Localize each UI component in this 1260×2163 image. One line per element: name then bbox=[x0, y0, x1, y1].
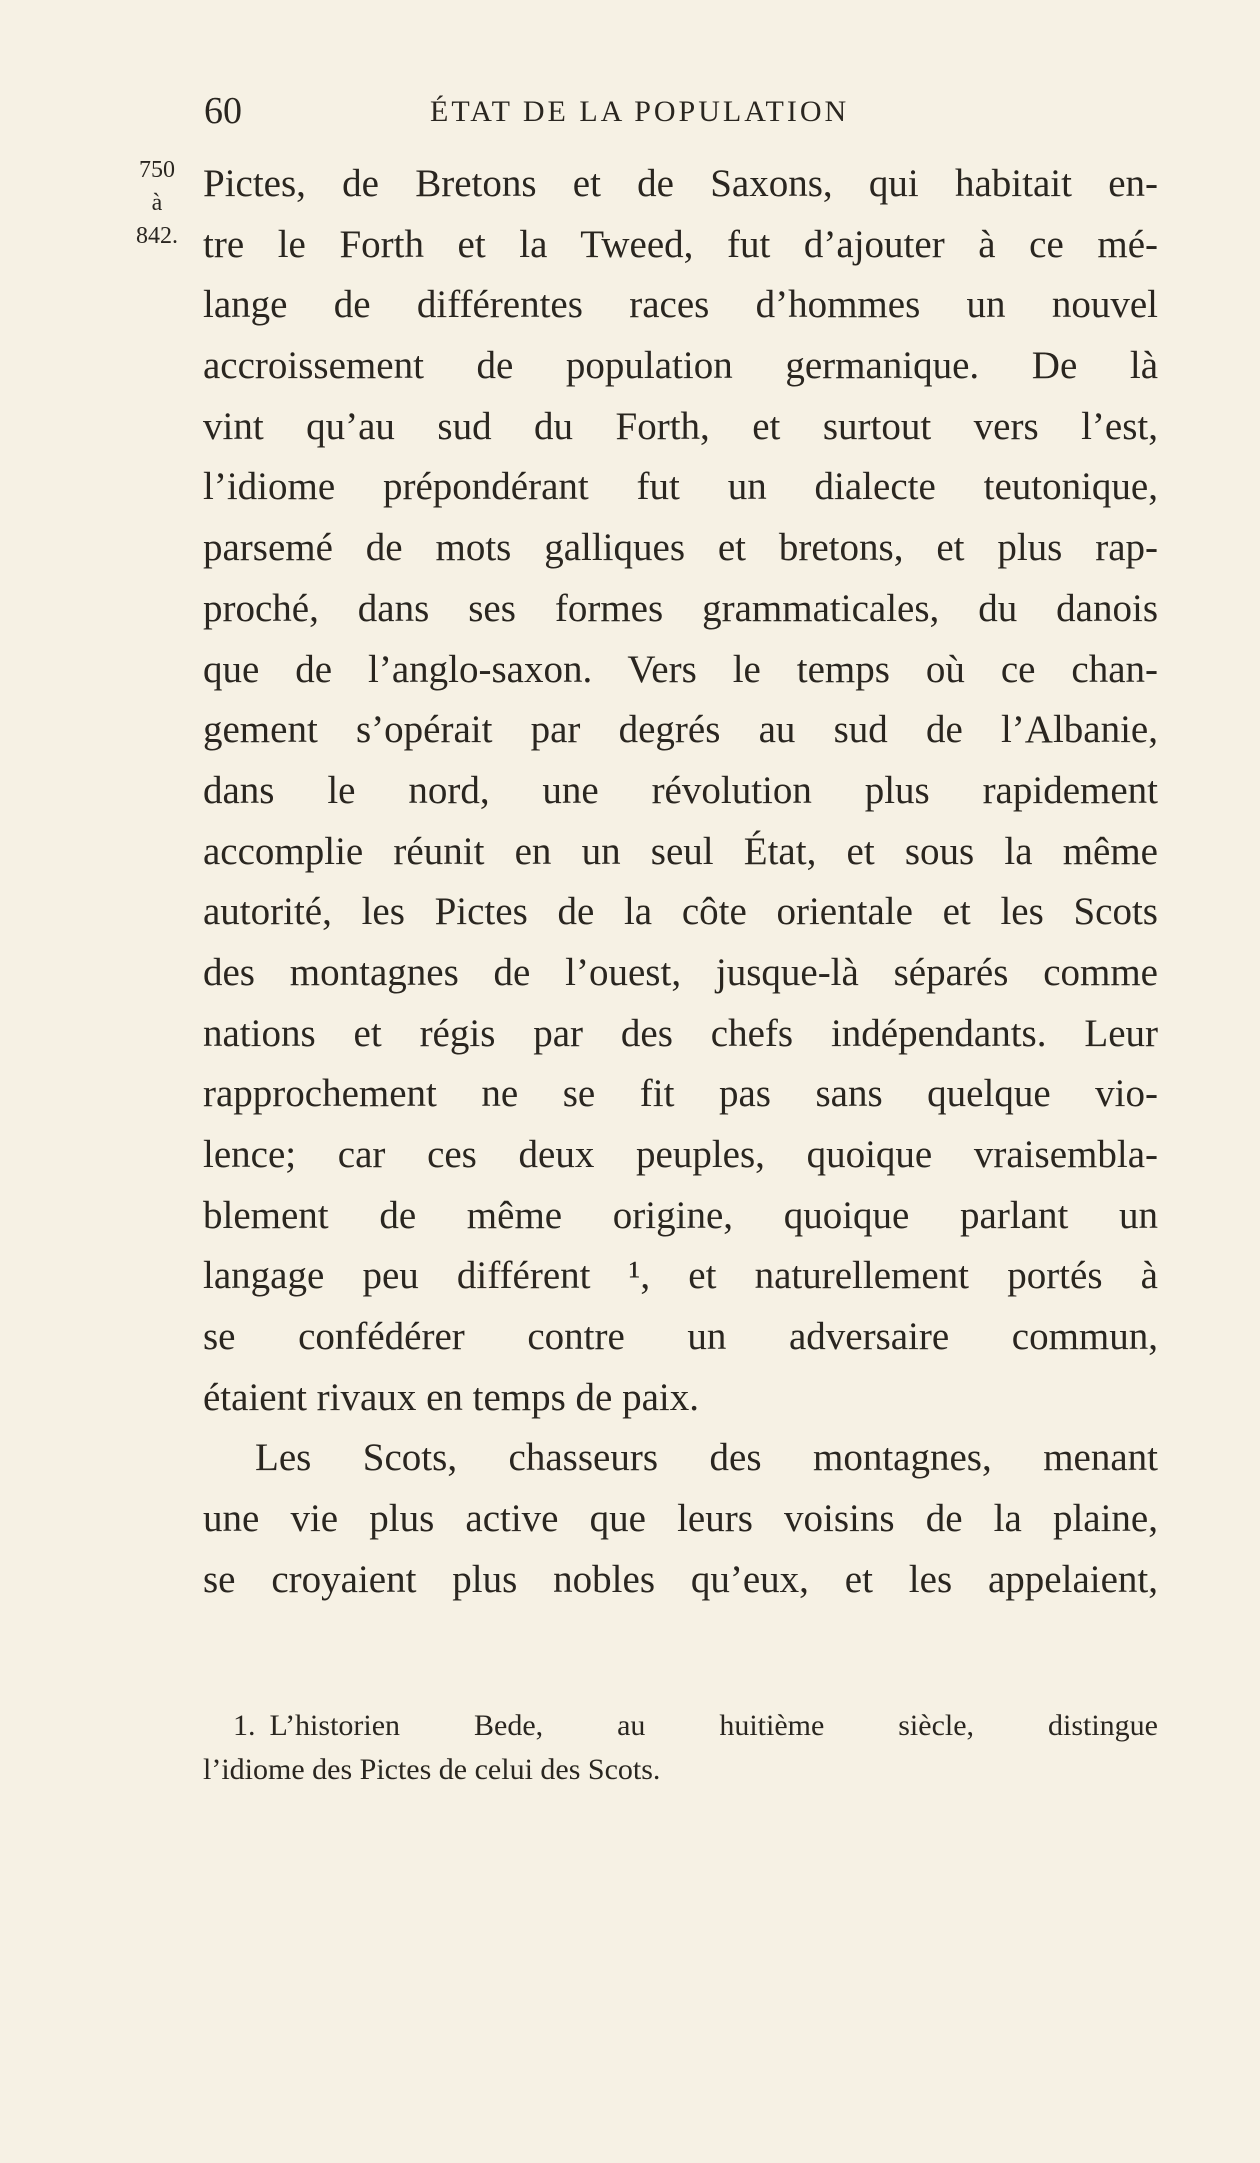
text-line: dans le nord, une révolution plus rapidement bbox=[203, 768, 1158, 812]
text-line: blement de même origine, quoique parlant un bbox=[203, 1193, 1158, 1237]
text-line: langage peu différent ¹, et naturellement portés à bbox=[203, 1254, 1158, 1298]
text-line: que de l’anglo-saxon. Vers le temps où ce chan- bbox=[203, 647, 1158, 691]
margin-date-separator: à bbox=[151, 190, 163, 216]
margin-date-from: 750 bbox=[139, 157, 175, 183]
text-line: accroissement de population germanique. De là bbox=[203, 344, 1158, 388]
body-text bbox=[203, 154, 1158, 1611]
paragraph-end-line: étaient rivaux en temps de paix. bbox=[203, 1375, 699, 1419]
margin-date-to: 842. bbox=[136, 223, 178, 249]
text-line: une vie plus active que leurs voisins de la plaine, bbox=[203, 1497, 1158, 1541]
text-line: se confédérer contre un adversaire commun, bbox=[203, 1315, 1158, 1359]
text-line: rapprochement ne se fit pas sans quelque vio- bbox=[203, 1072, 1158, 1116]
paragraph-start-line: Les Scots, chasseurs des montagnes, menant bbox=[255, 1436, 1158, 1480]
text-line: autorité, les Pictes de la côte orientale et les Scots bbox=[203, 890, 1158, 934]
footnote-text-1: L’historien Bede, au huitième siècle, distingue bbox=[269, 1709, 1158, 1742]
margin-date-range bbox=[112, 154, 202, 253]
text-line: nations et régis par des chefs indépendants. Leur bbox=[203, 1011, 1158, 1055]
text-line: gement s’opérait par degrés au sud de l’Albanie, bbox=[203, 708, 1158, 752]
running-title: ÉTAT DE LA POPULATION bbox=[430, 95, 850, 128]
footnote bbox=[203, 1704, 1158, 1792]
text-line: lence; car ces deux peuples, quoique vraisembla- bbox=[203, 1133, 1158, 1176]
footnote-number: 1. bbox=[233, 1709, 256, 1742]
text-line: Pictes, de Bretons et de Saxons, qui habitait en- bbox=[203, 162, 1158, 205]
page-header bbox=[200, 86, 940, 136]
page-number: 60 bbox=[204, 90, 242, 132]
text-line: accomplie réunit en un seul État, et sous la même bbox=[203, 829, 1158, 873]
footnote-line-2: l’idiome des Pictes de celui des Scots. bbox=[203, 1753, 661, 1786]
text-line: proché, dans ses formes grammaticales, du danois bbox=[203, 586, 1158, 630]
text-line: vint qu’au sud du Forth, et surtout vers l’est, bbox=[203, 404, 1158, 448]
footnote-line-1 bbox=[203, 1704, 1158, 1748]
text-line: des montagnes de l’ouest, jusque-là séparés comme bbox=[203, 950, 1158, 994]
text-line: se croyaient plus nobles qu’eux, et les appelaient, bbox=[203, 1557, 1158, 1601]
text-line: lange de différentes races d’hommes un nouvel bbox=[203, 283, 1158, 327]
text-line: l’idiome prépondérant fut un dialecte teutonique, bbox=[203, 465, 1158, 509]
text-line: parsemé de mots galliques et bretons, et plus rap- bbox=[203, 526, 1158, 570]
text-line: tre le Forth et la Tweed, fut d’ajouter à ce mé- bbox=[203, 222, 1158, 266]
